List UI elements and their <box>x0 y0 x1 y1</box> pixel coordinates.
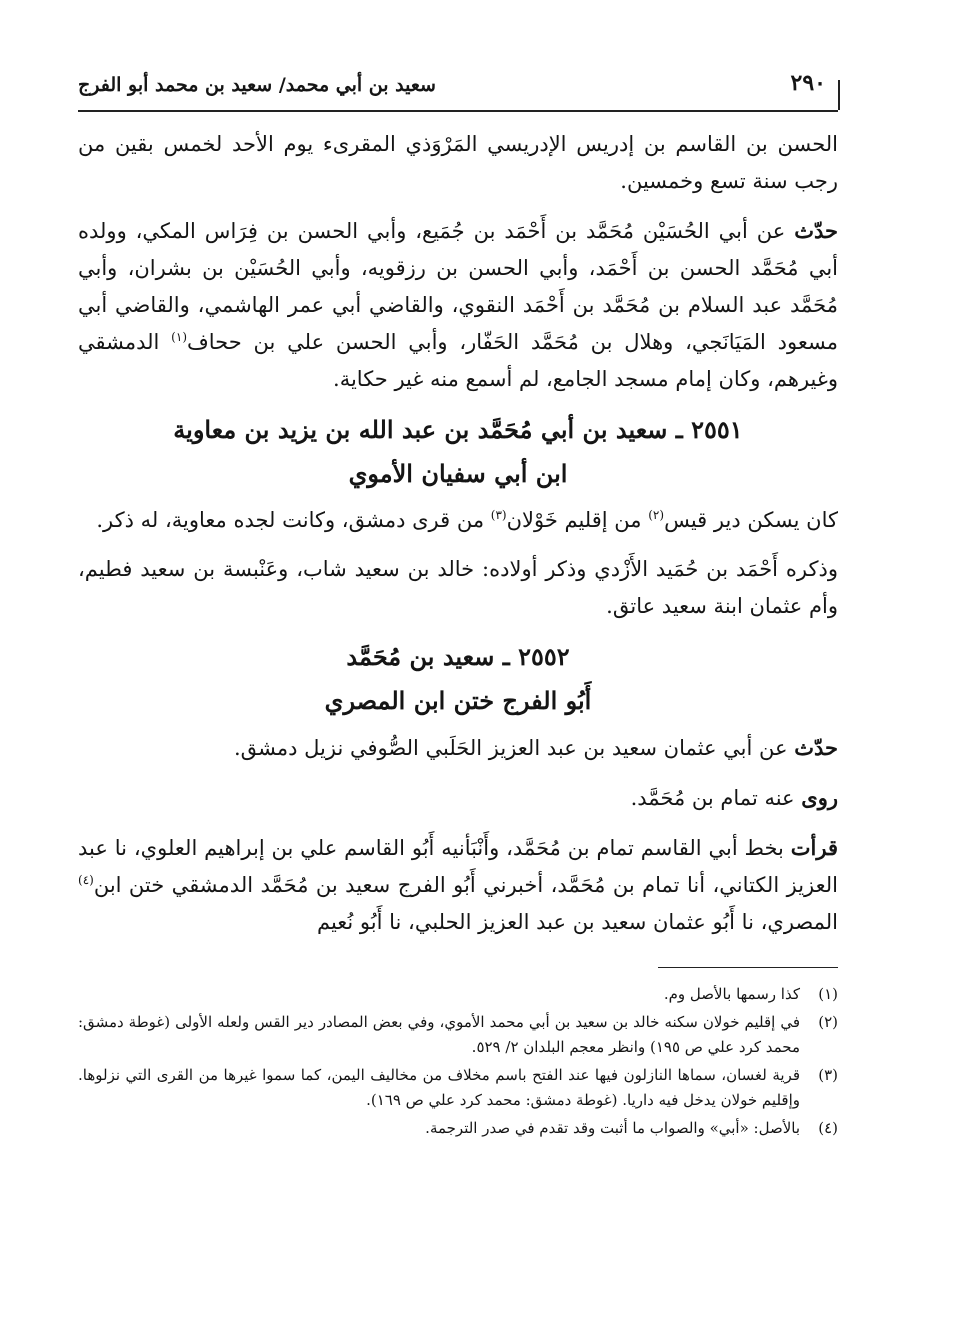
footnote-ref-1: (١) <box>171 330 187 344</box>
paragraph-5 <box>78 729 838 767</box>
paragraph-2 <box>78 212 838 398</box>
entry-heading-2551 <box>78 408 838 496</box>
footnote-4 <box>78 1116 838 1141</box>
paragraph-1 <box>78 126 838 200</box>
footnote-1 <box>78 982 838 1007</box>
paragraph-7 <box>78 829 838 941</box>
footnote-number: (١) <box>818 985 838 1003</box>
footnote-3 <box>78 1063 838 1113</box>
footnote-number: (٤) <box>818 1119 838 1137</box>
paragraph-3 <box>78 502 838 539</box>
footnote-text: كذا رسمها بالأصل وم. <box>663 985 800 1003</box>
paragraph-5-text: عن أبي عثمان سعيد بن عبد العزيز الحَلَبي الصُّوفي نزيل دمشق. <box>233 736 795 760</box>
entry-2551-line-1: ٢٥٥١ ـ سعيد بن أبي مُحَمَّد بن عبد الله بن يزيد بن معاوية <box>173 415 743 444</box>
paragraph-4 <box>78 551 838 625</box>
footnote-2 <box>78 1010 838 1060</box>
footnote-ref-4: (٤) <box>78 873 94 887</box>
footnote-text: في إقليم خولان سكنه خالد بن سعيد بن أبي محمد الأموي، وفي بعض المصادر دير القس ولعله الأولى (غوطة دمشق: محمد كرد علي ص ١٩٥) وانظر معجم البلدان ٢/ ٥٢٩. <box>78 1013 800 1056</box>
footnote-number: (٣) <box>818 1066 838 1084</box>
entry-heading-2552 <box>78 635 838 723</box>
paragraph-3-text-3: من قرى دمشق، وكانت لجده معاوية، له ذكر. <box>96 508 491 532</box>
page-body <box>78 126 838 1141</box>
paragraph-1-text: الحسن بن القاسم بن إدريس الإدريسي المَرْوَذي المقرىء يوم الأحد لخمس بقين من رجب سنة تسع وخمسين. <box>78 132 838 193</box>
running-title: سعيد بن أبي محمد/ سعيد بن محمد أبو الفرج <box>78 74 436 96</box>
footnote-ref-2: (٢) <box>648 508 665 522</box>
footnote-ref-3: (٣) <box>490 508 507 522</box>
book-page <box>78 62 838 1282</box>
page-number: ٢٩٠ <box>790 70 826 96</box>
entry-2552-line-1: ٢٥٥٢ ـ سعيد بن مُحَمَّد <box>346 642 570 671</box>
paragraph-2-text-end: الدمشقي وغيرهم، وكان إمام مسجد الجامع، لم أسمع منه غير حكاية. <box>78 330 838 391</box>
paragraph-5-lead: حدّث <box>794 735 838 760</box>
paragraph-6 <box>78 779 838 817</box>
footnote-text: قرية لغسان، سماها النازلون فيها عند الفتح باسم مخلاف من مخاليف اليمن، كما سموا غيرها من القرى التي نزلوها. وإقليم خولان يدخل فيه داريا. (غوطة دمشق: محمد كرد علي ص ١٦٩). <box>78 1066 800 1109</box>
paragraph-7-text-1: بخط أبي القاسم تمام بن مُحَمَّد، وأَنْبَأنيه أَبُو القاسم علي بن إبراهيم العلوي، نا عبد العزيز الكتاني، أنا تمام بن مُحَمَّد، أخبرني أَبُو الفرج سعيد بن مُحَمَّد الدمشقي ختن ابن <box>78 836 838 897</box>
entry-2552-line-2: أَبُو الفرج ختن ابن المصري <box>324 686 592 715</box>
paragraph-6-text: عنه تمام بن مُحَمَّد. <box>630 786 802 810</box>
footnote-number: (٢) <box>818 1013 838 1031</box>
paragraph-7-lead: قرأت <box>790 835 838 860</box>
page-header <box>78 62 838 112</box>
footnotes <box>78 982 838 1141</box>
paragraph-4-text: وذكره أَحْمَد بن حُمَيد الأَزْدي وذكر أولاده: خالد بن سعيد شاب، وعَنْبسة بن سعيد فطيم، وأم عثمان ابنة سعيد عاتق. <box>78 557 838 618</box>
paragraph-7-text-2: المصري، نا أَبُو عثمان سعيد بن عبد العزيز الحلبي، نا أَبُو نُعيم <box>316 910 838 934</box>
footnote-text: بالأصل: «أبي» والصواب ما أثبت وقد تقدم في صدر الترجمة. <box>425 1119 800 1137</box>
footnote-separator <box>658 967 838 968</box>
paragraph-6-lead: روى <box>801 785 838 810</box>
paragraph-2-lead: حدّث <box>794 218 838 243</box>
entry-2551-line-2: ابن أبي سفيان الأموي <box>348 459 568 488</box>
paragraph-3-text-1: كان يسكن دير قيس <box>664 508 838 532</box>
paragraph-3-text-2: من إقليم خَوْلان <box>506 508 649 532</box>
header-side-rule <box>838 80 840 110</box>
paragraph-2-text: عن أبي الحُسَيْن مُحَمَّد بن أَحْمَد بن جُمَيع، وأبي الحسن بن فِرَاس المكي، وولده أبي مُحَمَّد الحسن بن أَحْمَد، وأبي الحسن بن رزقويه، وأبي الحُسَيْن بن بشران، وأبي مُحَمَّد عبد السلام بن مُحَمَّد بن أَحْمَد النقوي، والقاضي أبي عمر الهاشمي، والقاضي أبي مسعود المَيَانَجي، وهلال بن مُحَمَّد الحَفّار، وأبي الحسن علي بن ححاف <box>78 219 838 354</box>
